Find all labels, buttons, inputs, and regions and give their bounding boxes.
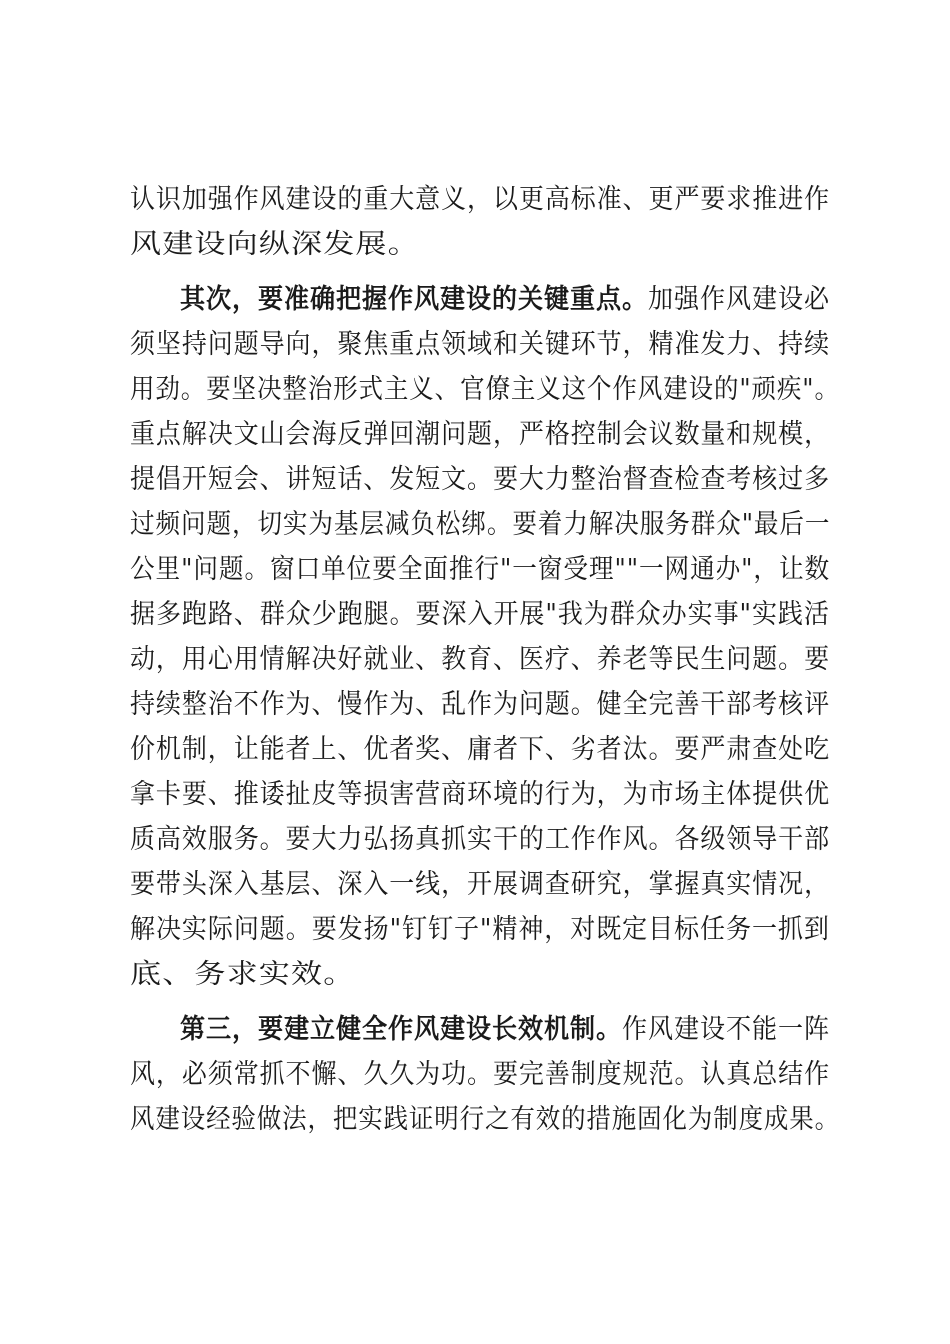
paragraph-first-line bbox=[180, 280, 830, 320]
text-line: 风，必须常抓不懈、久久为功。要完善制度规范。认真总结作 bbox=[130, 1059, 830, 1090]
text-line: 重点解决文山会海反弹回潮问题，严格控制会议数量和规模， bbox=[130, 419, 830, 450]
paragraph-first-line bbox=[180, 1010, 830, 1050]
text-line: 价机制，让能者上、优者奖、庸者下、劣者汰。要严肃查处吃 bbox=[130, 734, 830, 765]
text-line: 质高效服务。要大力弘扬真抓实干的工作作风。各级领导干部 bbox=[130, 824, 830, 855]
text-line: 底、务求实效。 bbox=[130, 959, 356, 990]
text-line: 解决实际问题。要发扬"钉钉子"精神，对既定目标任务一抓到 bbox=[130, 914, 830, 945]
text-line: 公里"问题。窗口单位要全面推行"一窗受理""一网通办"，让数 bbox=[130, 554, 831, 585]
text-line: 据多跑路、群众少跑腿。要深入开展"我为群众办实事"实践活 bbox=[130, 599, 830, 630]
text-line: 要带头深入基层、深入一线，开展调查研究，掌握真实情况， bbox=[130, 869, 830, 900]
text-line: 拿卡要、推诿扯皮等损害营商环境的行为，为市场主体提供优 bbox=[130, 779, 830, 810]
text-line: 提倡开短会、讲短话、发短文。要大力整治督查检查考核过多 bbox=[130, 464, 830, 495]
text-line-tail: 加强作风建设必 bbox=[648, 284, 830, 315]
text-line: 持续整治不作为、慢作为、乱作为问题。健全完善干部考核评 bbox=[130, 689, 830, 720]
paragraph-heading: 其次，要准确把握作风建设的关键重点。 bbox=[180, 284, 648, 315]
text-line: 动，用心用情解决好就业、教育、医疗、养老等民生问题。要 bbox=[130, 644, 830, 675]
text-line-tail: 作风建设不能一阵 bbox=[622, 1014, 830, 1045]
text-line: 风建设向纵深发展。 bbox=[130, 229, 420, 260]
text-line: 须坚持问题导向，聚焦重点领域和关键环节，精准发力、持续 bbox=[130, 329, 830, 360]
text-line: 认识加强作风建设的重大意义，以更高标准、更严要求推进作 bbox=[130, 184, 830, 215]
text-line: 风建设经验做法，把实践证明行之有效的措施固化为制度成果。 bbox=[130, 1104, 840, 1135]
text-line: 用劲。要坚决整治形式主义、官僚主义这个作风建设的"顽疾"。 bbox=[130, 374, 840, 405]
paragraph-heading: 第三，要建立健全作风建设长效机制。 bbox=[180, 1014, 622, 1045]
text-line: 过频问题，切实为基层减负松绑。要着力解决服务群众"最后一 bbox=[130, 509, 831, 540]
